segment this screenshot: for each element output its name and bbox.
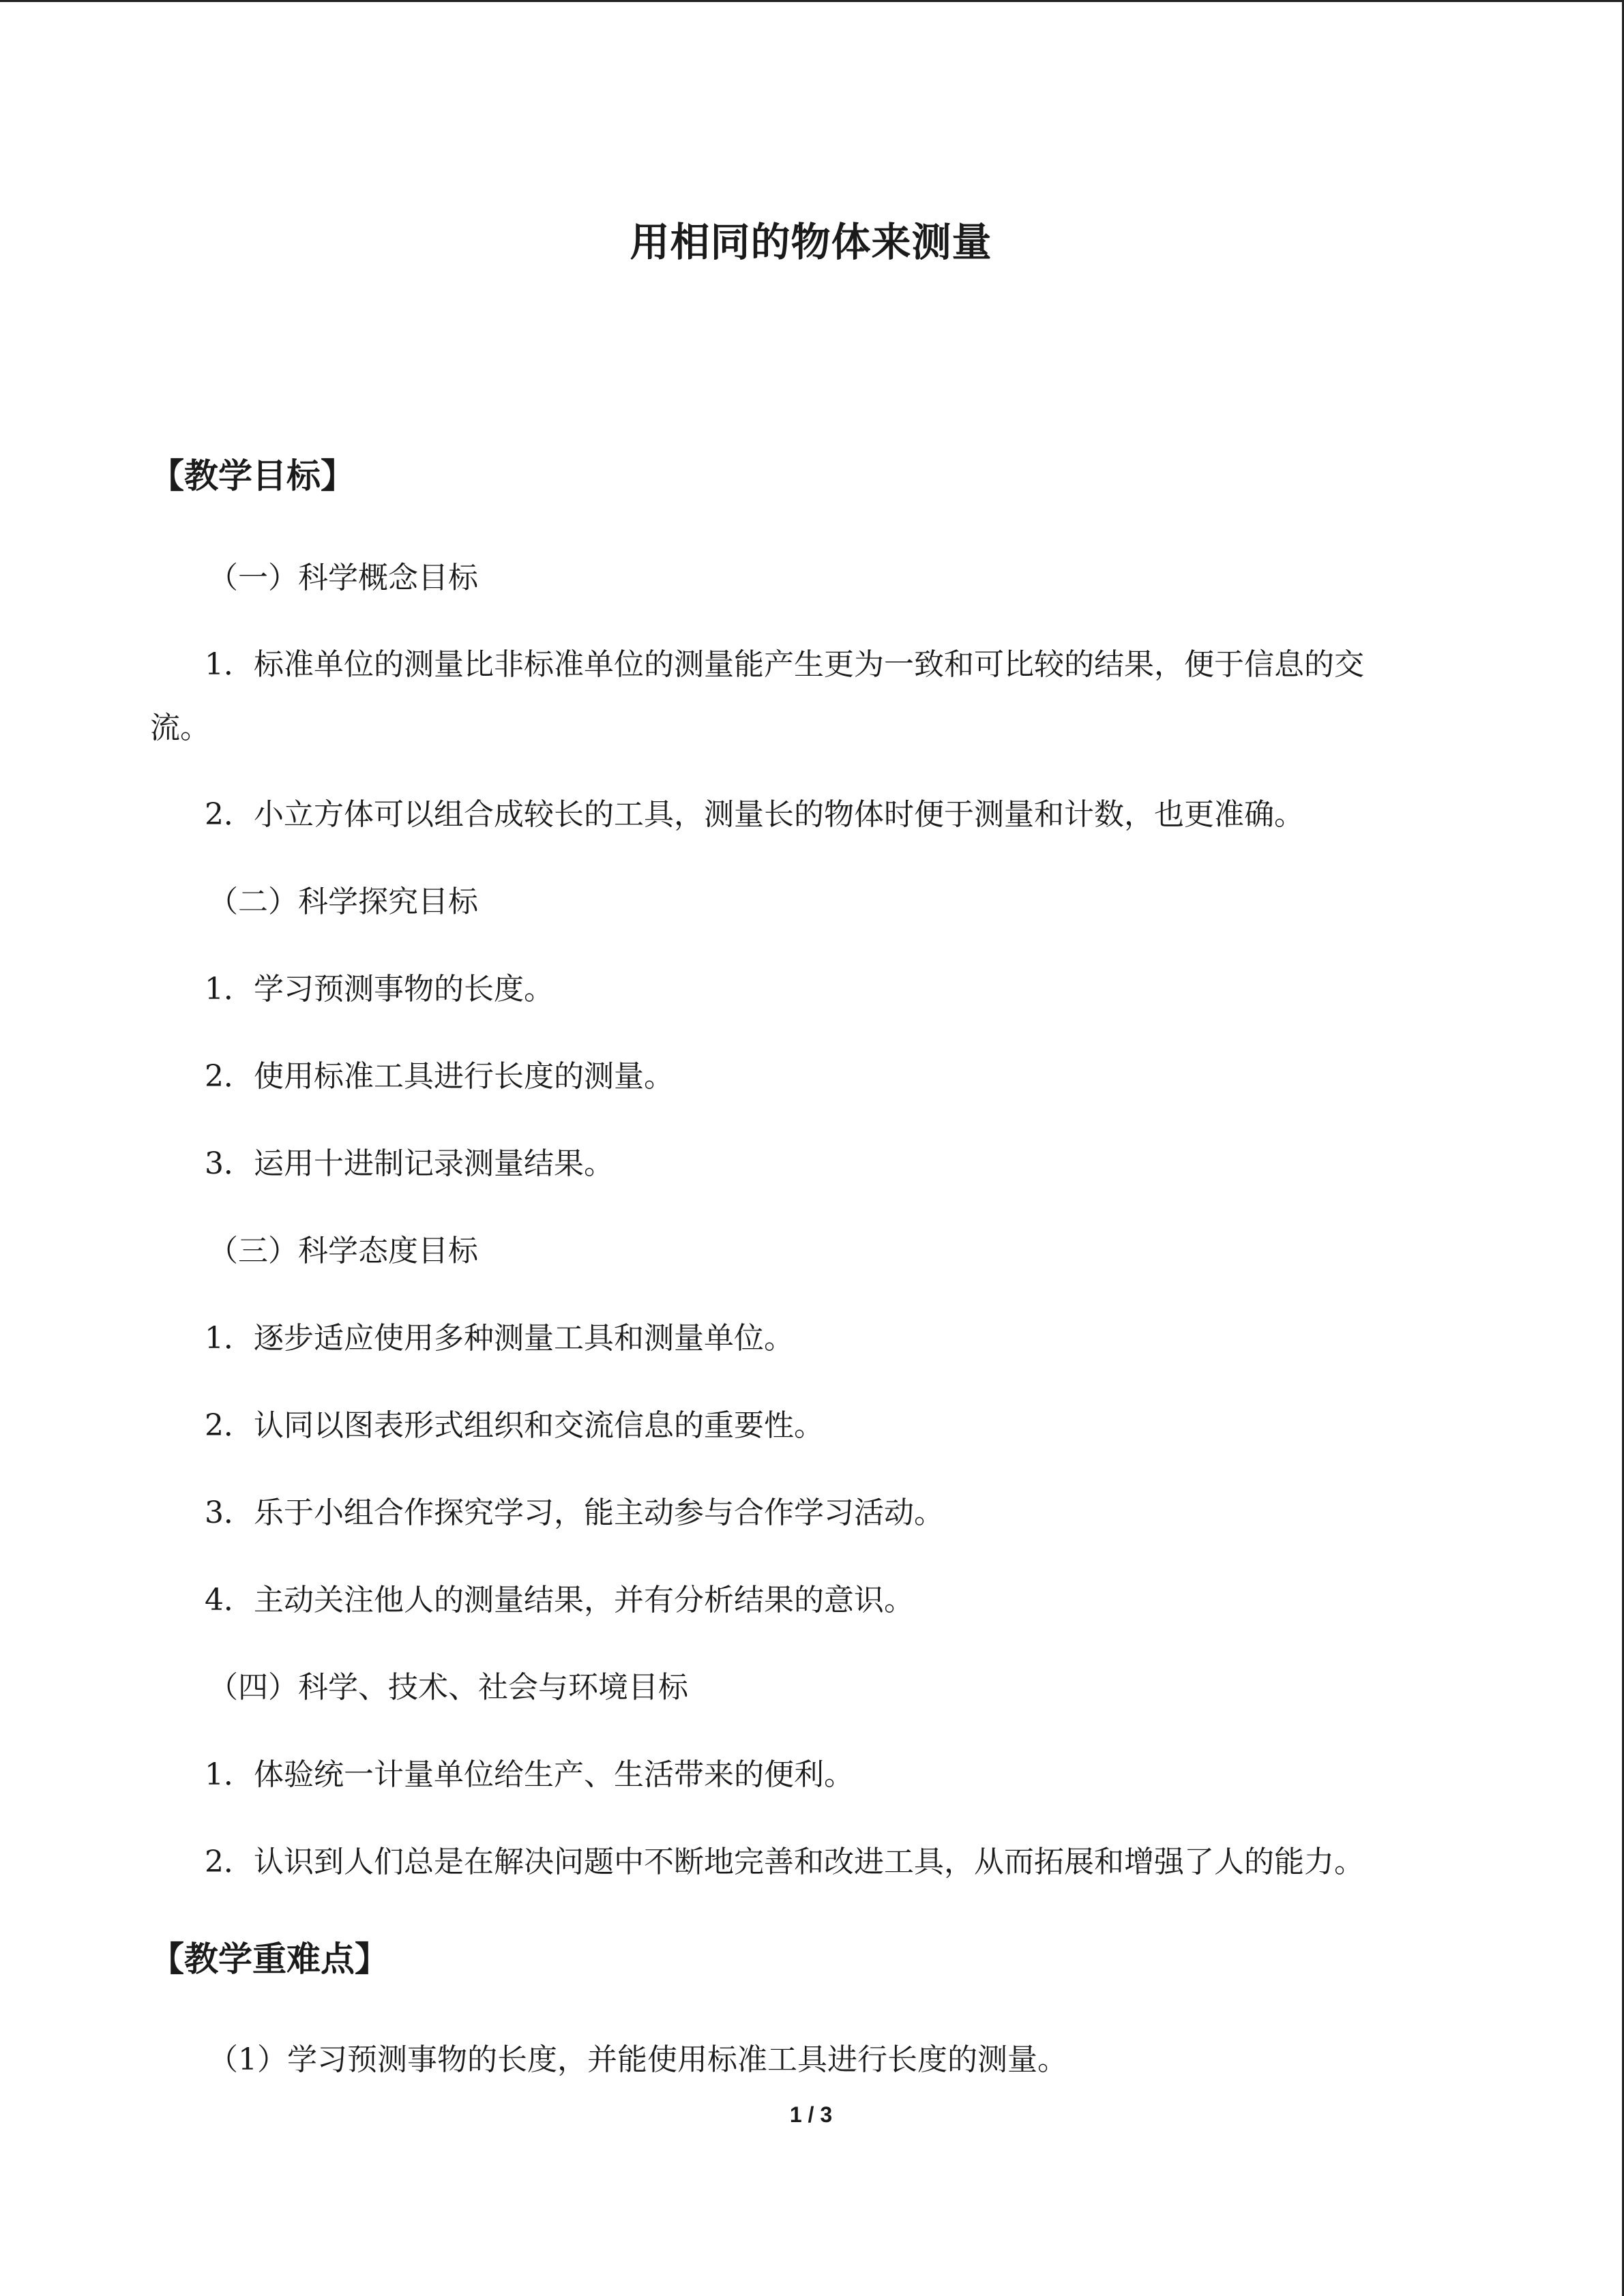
list-item: 1．标准单位的测量比非标准单位的测量能产生更为一致和可比较的结果，便于信息的交 — [205, 647, 1364, 682]
list-item: （1）学习预测事物的长度，并能使用标准工具进行长度的测量。 — [208, 2042, 1067, 2077]
list-item: 3．乐于小组合作探究学习，能主动参与合作学习活动。 — [205, 1495, 944, 1530]
list-item: 1．逐步适应使用多种测量工具和测量单位。 — [205, 1321, 794, 1356]
list-item: 1．学习预测事物的长度。 — [205, 972, 554, 1007]
list-item: 2．使用标准工具进行长度的测量。 — [205, 1059, 674, 1094]
list-item: 2．小立方体可以组合成较长的工具，测量长的物体时便于测量和计数，也更准确。 — [205, 797, 1304, 832]
list-item: 1．体验统一计量单位给生产、生活带来的便利。 — [205, 1757, 854, 1792]
list-item-continuation: 流。 — [150, 711, 210, 745]
subheading-sts-goals: （四）科学、技术、社会与环境目标 — [208, 1670, 688, 1705]
section-heading-key-points: 【教学重难点】 — [150, 1939, 389, 1979]
subheading-attitude-goals: （三）科学态度目标 — [208, 1234, 478, 1268]
section-heading-teaching-goals: 【教学目标】 — [150, 456, 355, 496]
subheading-concept-goals: （一）科学概念目标 — [208, 561, 478, 595]
list-item: 4．主动关注他人的测量结果，并有分析结果的意识。 — [205, 1583, 914, 1617]
document-title: 用相同的物体来测量 — [630, 219, 992, 265]
list-item: 3．运用十进制记录测量结果。 — [205, 1146, 614, 1181]
subheading-inquiry-goals: （二）科学探究目标 — [208, 884, 478, 919]
list-item: 2．认同以图表形式组织和交流信息的重要性。 — [205, 1408, 824, 1443]
list-item: 2．认识到人们总是在解决问题中不断地完善和改进工具，从而拓展和增强了人的能力。 — [205, 1845, 1364, 1879]
page-number: 1 / 3 — [789, 2102, 833, 2127]
